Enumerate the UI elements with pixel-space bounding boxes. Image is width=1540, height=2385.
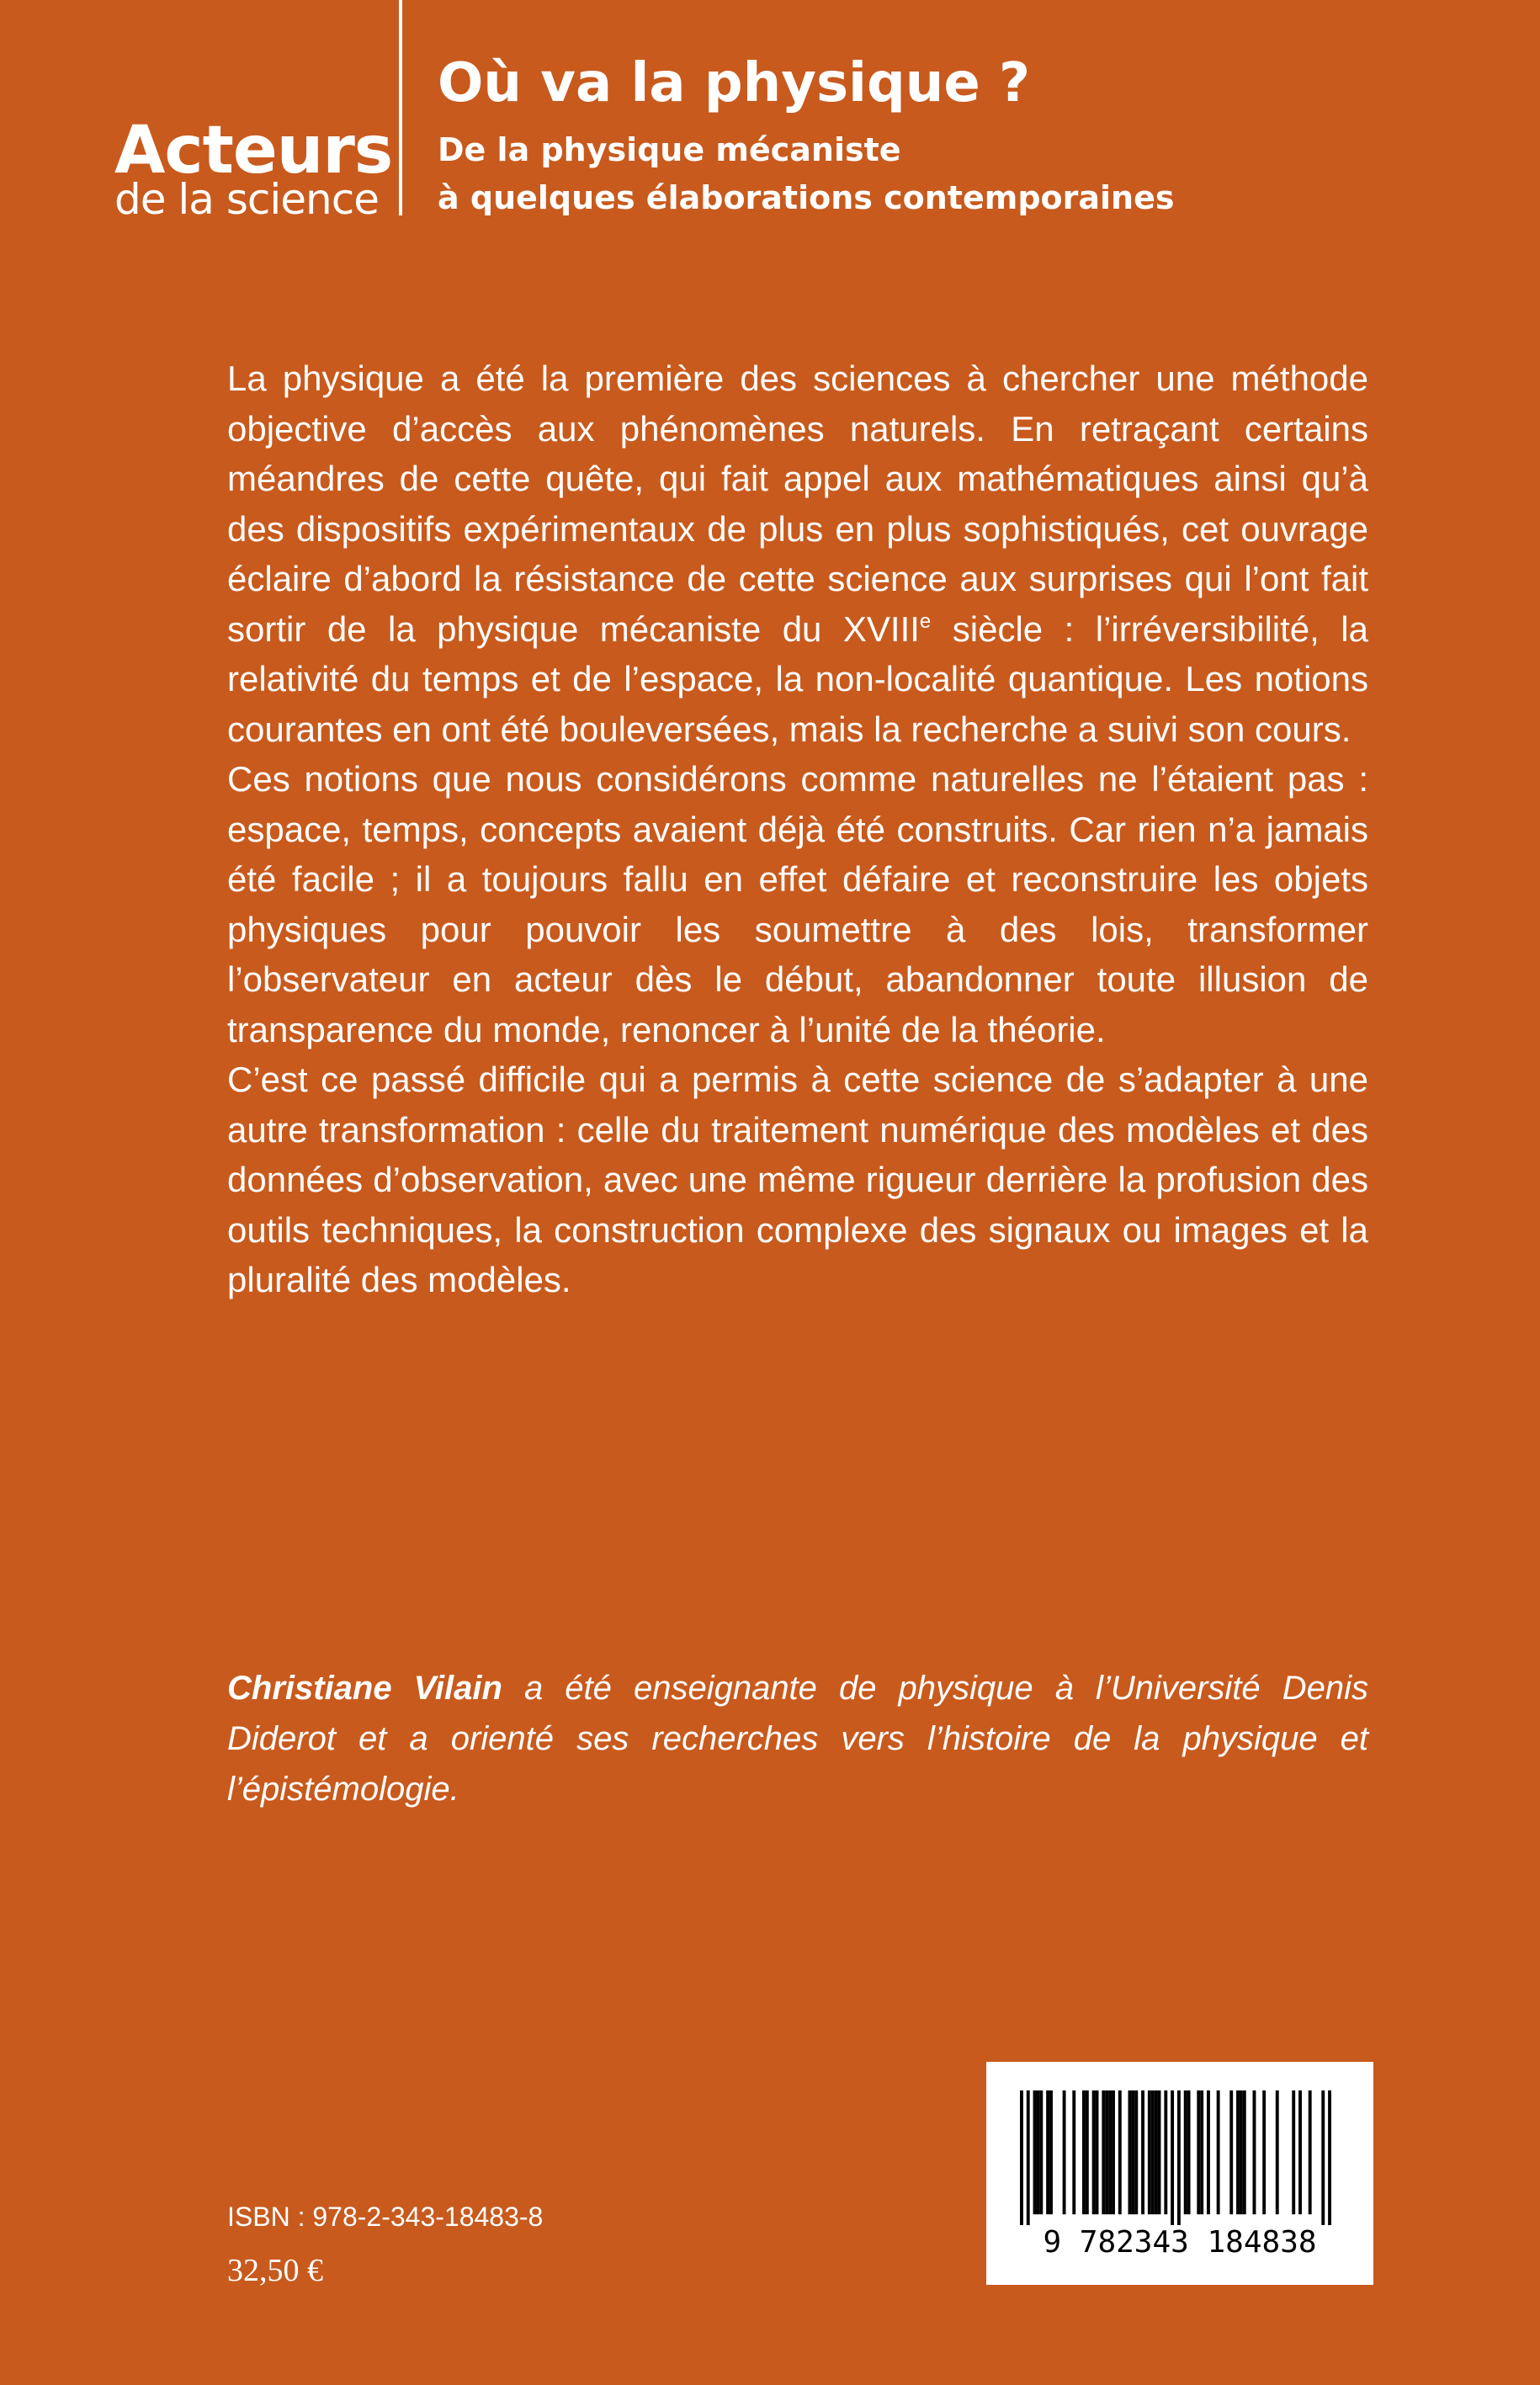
barcode-bar: [1134, 2090, 1138, 2214]
barcode-bar: [1046, 2090, 1049, 2214]
barcode-bar: [1187, 2090, 1191, 2214]
barcode-bar: [1049, 2090, 1053, 2214]
barcode-bar: [1184, 2090, 1187, 2214]
price: 32,50 €: [227, 2253, 323, 2288]
book-subtitle: [438, 126, 1447, 222]
barcode-bar: [1108, 2090, 1112, 2214]
author-bio: [227, 1663, 1368, 1814]
series-logo: [114, 113, 393, 224]
barcode-bar: [1321, 2090, 1325, 2225]
barcode-bar: [1033, 2090, 1037, 2214]
barcode-bar: [1086, 2090, 1089, 2214]
barcode-bars: [1020, 2090, 1331, 2225]
barcode-bar: [1096, 2090, 1099, 2214]
barcode-bar: [1105, 2090, 1108, 2214]
barcode-bar: [1155, 2090, 1158, 2214]
barcode-bar: [1027, 2090, 1030, 2225]
barcode-bar: [1171, 2090, 1174, 2225]
series-name-big: Acteurs: [114, 113, 393, 189]
barcode-bar: [1072, 2090, 1075, 2214]
title-block: [438, 54, 1447, 222]
blurb-paragraph-2: Ces notions que nous considérons comme naturelles ne l’étaient pas : espace, temps, concepts avaient déjà été construits. Car rien n’a jamais été facile ; il a toujours fallu en effet défaire et reconstruire les objets physiques pour pouvoir les soumettre à des lois, transformer l’observateur en acteur dès le début, abandonner toute illusion de transparence du monde, renoncer à l’unité de la théorie.: [227, 759, 1368, 1049]
barcode-bar: [1141, 2090, 1144, 2214]
barcode-bar: [1217, 2090, 1220, 2214]
barcode-bar: [1200, 2090, 1203, 2214]
barcode-bar: [1328, 2090, 1331, 2225]
subtitle-line-1: De la physique mécaniste: [438, 131, 901, 169]
barcode-bar: [1292, 2090, 1295, 2214]
barcode-bar: [1112, 2090, 1115, 2214]
barcode-bar: [1177, 2090, 1181, 2225]
barcode-bar: [1128, 2090, 1132, 2214]
barcode-bar: [1298, 2090, 1302, 2214]
barcode-bar: [1036, 2090, 1039, 2214]
barcode-bar: [1039, 2090, 1043, 2214]
barcode-bar: [1207, 2090, 1210, 2214]
barcode-bar: [1164, 2090, 1167, 2214]
blurb: [227, 353, 1368, 1305]
blurb-paragraph-3: C’est ce passé difficile qui a permis à cette science de s’adapter à une autre transformation : celle du traitement numérique des modèles et des données d’observation, avec une même rigueur derrière la profusion des outils techniques, la construction complexe des signaux ou images et la pluralité des modèles.: [227, 1060, 1368, 1299]
barcode-bar: [1092, 2090, 1096, 2214]
barcode-digits: 9 782343 184838: [1043, 2225, 1317, 2260]
blurb-p1-end: siècle : l’irréversibilité, la relativité du temps et de l’espace, la non-localité quantique. Les notions courantes en ont été bouleversées, mais la recherche a suivi son cours.: [227, 608, 1368, 749]
barcode-bar: [1236, 2090, 1240, 2214]
barcode-bar: [1253, 2090, 1256, 2214]
barcode-bar: [1082, 2090, 1086, 2214]
isbn: ISBN : 978-2-343-18483-8: [227, 2202, 544, 2232]
barcode-bar: [1262, 2090, 1266, 2214]
barcode-bar: [1240, 2090, 1243, 2214]
barcode-bar: [1063, 2090, 1066, 2214]
barcode-bar: [1276, 2090, 1279, 2214]
author-name: Christiane Vilain: [227, 1670, 502, 1707]
barcode-bar: [1229, 2090, 1233, 2214]
header-divider: [399, 0, 402, 215]
barcode-bar: [1197, 2090, 1200, 2214]
barcode-bar: [1131, 2090, 1134, 2214]
barcode-bar: [1243, 2090, 1246, 2214]
blurb-p1-start: La physique a été la première des sciences à chercher une méthode objective d’accès aux phénomènes naturels. En retraçant certains méandres de cette quête, qui fait appel aux mathématiques ainsi qu’à des dispositifs expérimentaux de plus en plus sophistiqués, cet ouvrage éclaire d’abord la résistance de cette science aux surprises qui l’ont fait sortir de la physique mécaniste du XVIII: [227, 359, 1368, 649]
century-superscript: e: [919, 609, 932, 633]
blurb-paragraph-1: [227, 353, 1368, 754]
subtitle-line-2: à quelques élaborations contemporaines: [438, 179, 1175, 217]
barcode-bar: [1118, 2090, 1122, 2214]
barcode-bar: [1102, 2090, 1105, 2214]
barcode-bar: [1148, 2090, 1151, 2214]
barcode: [986, 2062, 1373, 2285]
barcode-bar: [1158, 2090, 1161, 2214]
series-name-small: de la science: [114, 175, 379, 224]
barcode-bar: [1020, 2090, 1023, 2225]
barcode-bar: [1151, 2090, 1155, 2214]
book-title: Où va la physique ?: [438, 52, 1031, 114]
barcode-bar: [1309, 2090, 1312, 2214]
author-bio-text: a été enseignante de physique à l’Université Denis Diderot et a orienté ses recherches vers l’histoire de la physique et l’épistémologie.: [227, 1670, 1368, 1808]
